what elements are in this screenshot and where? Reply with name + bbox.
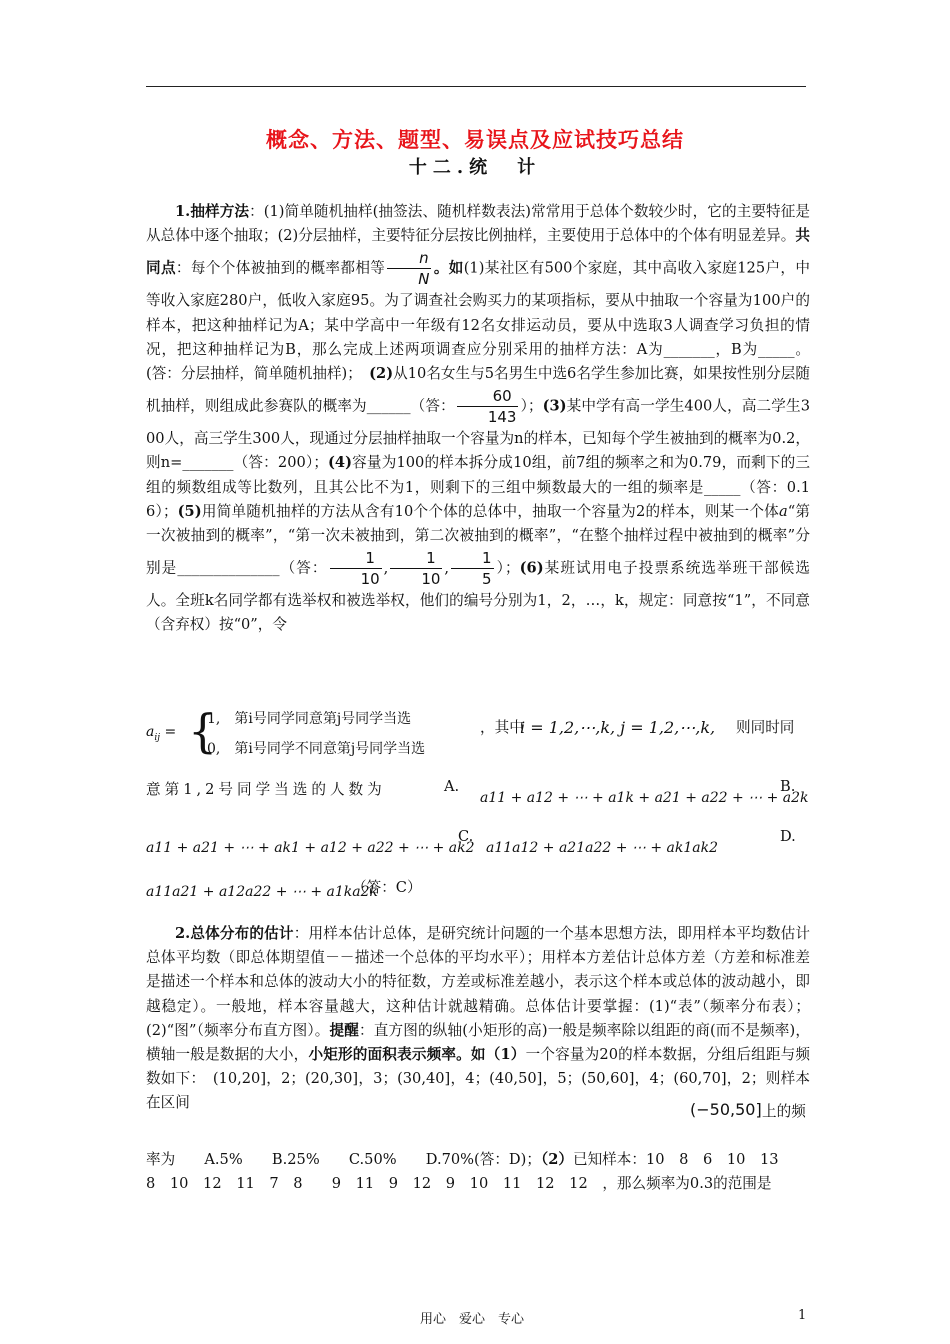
left-brace: { [188, 704, 218, 758]
page-number: 1 [798, 1308, 807, 1323]
options-line: 率为 A.5% B.25% C.50% D.70%(答：D)；（2）已知样本：10 8 6 10 13 [146, 1151, 779, 1168]
section2-paragraph: 2.总体分布的估计：用样本估计总体，是研究统计问题的一个基本思想方法，即用样本平均数估计总体平均数（即总体期望值－－描述一个总体的平均水平）；用样本方差估计总体方差（方差和标准差是描述一个样本和总体的波动大小的特征数，方差或标准差越小，表示这个样本或总体的波动越小，即越稳定）。一般地，样本容量越大，这种估计就越精确。总体估计要掌握：(1)“表”（频率分布表）；(2)“图”（频率分布直方图）。提醒：直方图的纵轴(小矩形的高)一般是频率除以组距的商(而不是频率)，横轴一般是数据的大小，小矩形的面积表示频率。如（1）一个容量为20的样本数据，分组后组距与频数如下： (10,20]，2；(20,30]，3；(30,40]，4；(40,50]，5；(50,60]，4；(60,70]，2；则样本在区间 [146, 925, 810, 1112]
option-d-label: D. [780, 828, 796, 845]
document-subtitle: 十二.统 计 [408, 157, 542, 178]
interval-trailing-text: 上的频 [762, 1103, 806, 1120]
option-c-expression: a11a12 + a21a22 + ⋯ + ak1ak2 [486, 840, 719, 856]
index-range: i = 1,2,⋯,k, j = 1,2,⋯,k, [520, 718, 716, 737]
section2-heading: 2.总体分布的估计 [175, 925, 294, 942]
option-c-label: C. [458, 828, 474, 845]
document-title: 概念、方法、题型、易误点及应试技巧总结 [266, 127, 684, 152]
option-b-expression: a11 + a21 + ⋯ + ak1 + a12 + a22 + ⋯ + ak2 [146, 840, 475, 856]
sample-data-line: 8 10 12 11 7 8 9 11 9 12 9 10 11 12 12 ，那么频率为0.3的范围是 [146, 1175, 772, 1192]
common-point-label: 共同点 [146, 227, 810, 277]
question-text: 意第1,2号同学当选的人数为 [146, 781, 386, 798]
case-0: 0, 第i号同学不同意第j号同学当选 [207, 741, 426, 757]
tip-label: 提醒 [329, 1021, 360, 1039]
option-d-expression: a11a21 + a12a22 + ⋯ + a1ka2k [146, 884, 379, 900]
section1-paragraph: 1.抽样方法：(1)简单随机抽样(抽签法、随机样数表法)常常用于总体个数较少时，它的主要特征是从总体中逐个抽取；(2)分层抽样，主要特征分层按比例抽样，主要使用于总体中的个体有明显差异。共同点：每个个体被抽到的概率都相等 $\frac{n}{N}$ 。如(1)某社区有500个家庭，其中高收入家庭125户，中等收入家庭280户，低收入家庭95。为了调查社会购买力的某项指标，要从中抽取一个容量为100户的样本，把这种抽样记为A；某中学高中一年级有12名女排运动员，要从中选取3人调查学习负担的情况，把这种抽样记为B，那么完成上述两项调查应分别采用的抽样方法：A为_______，B为_____。(答：分层抽样，简单随机抽样)； (2)从10名女生与5名男生中选6名学生参加比赛，如果按性别分层随机抽样，则组成此参赛队的概率为______（答： $\frac{60}{143}$ ）；(3)某中学有高一学生400人，高二学生300人，高三学生300人，现通过分层抽样抽取一个容量为n的样本，已知每个学生被抽到的概率为0.2，则n=_______（答：200）；(4)容量为100的样本拆分成10组，前7组的频率之和为0.79，而剩下的三组的频数组成等比数列，且其公比不为1，则剩下的三组中频数最大的一组的频率是_____（答：0.16）；(5)用简单随机抽样的方法从含有10个个体的总体中，抽取一个容量为2的样本，则某一个体a“第一次被抽到的概率”，“第一次未被抽到，第二次被抽到的概率”，“在整个抽样过程中被抽到的概率”分别是______________（答： $\frac{1}{10}$ , $\frac{1}{10}$ , $\frac{1}{5}$ ）；(6)某班试用电子投票系统选举班干部候选人。全班k名同学都有选举权和被选举权，他们的编号分别为1，2，…，k，规定：同意按“1”，不同意（含弃权）按“0”，令 [146, 203, 810, 634]
top-rule [146, 86, 806, 87]
fraction-n-over-N: $\frac{n}{N}$ [387, 248, 431, 289]
footer-motto: 用心 爱心 专心 [420, 1312, 525, 1327]
where-text: ，其中 [480, 719, 524, 736]
section1-heading: 1.抽样方法 [175, 203, 250, 220]
fraction-1-5: $\frac{1}{5}$ [451, 548, 494, 589]
aij-symbol: $a_{ij}$ = [146, 724, 177, 743]
option-a-label: A. [444, 778, 460, 795]
fraction-1-10: $\frac{1}{10}$ [390, 548, 442, 589]
interval-expression: (−50,50] [690, 1100, 762, 1119]
then-text: 则同时同 [736, 719, 795, 736]
fraction-1-10: $\frac{1}{10}$ [330, 548, 382, 589]
fraction-60-143: $\frac{60}{143}$ [457, 386, 519, 427]
option-b-label: B. [780, 778, 796, 795]
option-a-expression: a11 + a12 + ⋯ + a1k + a21 + a22 + ⋯ + a2k [480, 790, 809, 806]
answer-c: （答：C） [352, 879, 422, 896]
case-1: 1, 第i号同学同意第j号同学当选 [207, 711, 412, 727]
